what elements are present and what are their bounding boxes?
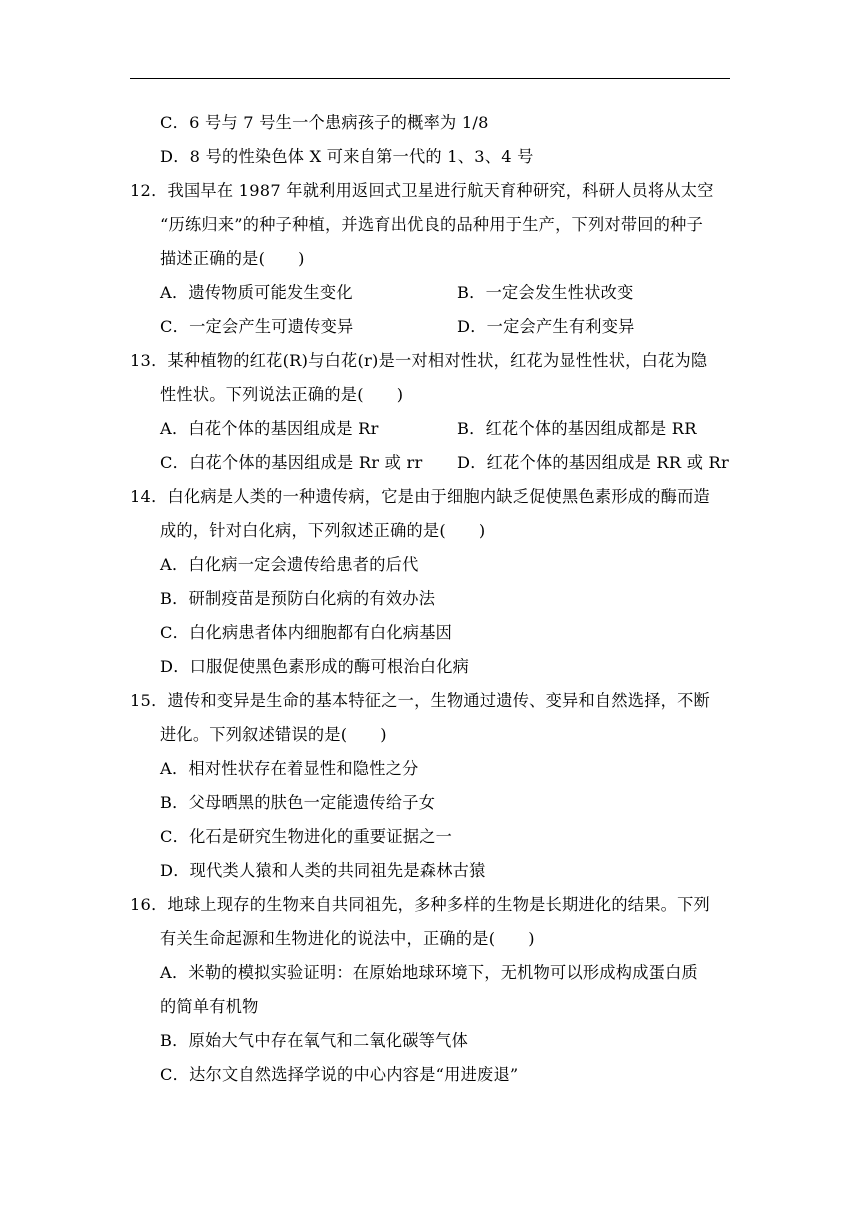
q13-option-a: A．白花个体的基因组成是 Rr	[160, 419, 379, 438]
q14-option-b: B．研制疫苗是预防白化病的有效办法	[160, 589, 436, 608]
q12-options-row-1	[130, 276, 732, 310]
question-16	[130, 888, 732, 1092]
q16-option-a-line-2: 的简单有机物	[160, 997, 259, 1016]
question-11-continued	[130, 106, 732, 174]
q13-option-b: B．红花个体的基因组成都是 RR	[457, 419, 697, 438]
q14-stem-line-1: 14．白化病是人类的一种遗传病，它是由于细胞内缺乏促使黑色素形成的酶而造	[130, 487, 710, 506]
question-13	[130, 344, 732, 480]
q14-option-c: C．白化病患者体内细胞都有白化病基因	[160, 623, 453, 642]
q14-stem-line-2: 成的，针对白化病，下列叙述正确的是( )	[160, 521, 486, 540]
q13-option-d: D．红花个体的基因组成是 RR 或 Rr	[457, 453, 729, 472]
q15-stem-line-2: 进化。下列叙述错误的是( )	[160, 725, 387, 744]
q11-option-d: D．8 号的性染色体 X 可来自第一代的 1、3、4 号	[160, 147, 534, 166]
q14-option-a: A．白化病一定会遗传给患者的后代	[160, 555, 419, 574]
q15-option-d: D．现代类人猿和人类的共同祖先是森林古猿	[160, 861, 486, 880]
q12-option-b: B．一定会发生性状改变	[457, 283, 634, 302]
q13-option-c: C．白花个体的基因组成是 Rr 或 rr	[160, 453, 423, 472]
q15-option-a: A．相对性状存在着显性和隐性之分	[160, 759, 419, 778]
q16-option-b: B．原始大气中存在氧气和二氧化碳等气体	[160, 1031, 469, 1050]
q12-option-c: C．一定会产生可遗传变异	[160, 317, 354, 336]
q11-option-c: C．6 号与 7 号生一个患病孩子的概率为 1/8	[160, 113, 489, 132]
q15-option-b: B．父母晒黑的肤色一定能遗传给子女	[160, 793, 436, 812]
q12-stem-line-3: 描述正确的是( )	[160, 249, 305, 268]
q15-option-c: C．化石是研究生物进化的重要证据之一	[160, 827, 453, 846]
q16-stem-line-1: 16．地球上现存的生物来自共同祖先，多种多样的生物是长期进化的结果。下列	[130, 895, 710, 914]
question-14	[130, 480, 732, 684]
q13-options-row-2	[130, 446, 732, 480]
q12-option-a: A．遗传物质可能发生变化	[160, 283, 353, 302]
q14-option-d: D．口服促使黑色素形成的酶可根治白化病	[160, 657, 470, 676]
q12-option-d: D．一定会产生有利变异	[457, 317, 635, 336]
header-rule	[130, 78, 730, 79]
q13-stem-line-2: 性性状。下列说法正确的是( )	[160, 385, 404, 404]
q16-stem-line-2: 有关生命起源和生物进化的说法中，正确的是( )	[160, 929, 535, 948]
q15-stem-line-1: 15．遗传和变异是生命的基本特征之一，生物通过遗传、变异和自然选择，不断	[130, 691, 710, 710]
q12-stem-line-2: “历练归来”的种子种植，并选育出优良的品种用于生产，下列对带回的种子	[160, 215, 704, 234]
question-15	[130, 684, 732, 888]
exam-page-content	[130, 106, 732, 1092]
q13-options-row-1	[130, 412, 732, 446]
q16-option-a-line-1: A．米勒的模拟实验证明：在原始地球环境下，无机物可以形成构成蛋白质	[160, 963, 698, 982]
q12-options-row-2	[130, 310, 732, 344]
q16-option-c: C．达尔文自然选择学说的中心内容是“用进废退”	[160, 1065, 519, 1084]
q13-stem-line-1: 13．某种植物的红花(R)与白花(r)是一对相对性状，红花为显性性状，白花为隐	[130, 351, 708, 370]
q12-stem-line-1: 12．我国早在 1987 年就利用返回式卫星进行航天育种研究，科研人员将从太空	[130, 181, 714, 200]
question-12	[130, 174, 732, 344]
